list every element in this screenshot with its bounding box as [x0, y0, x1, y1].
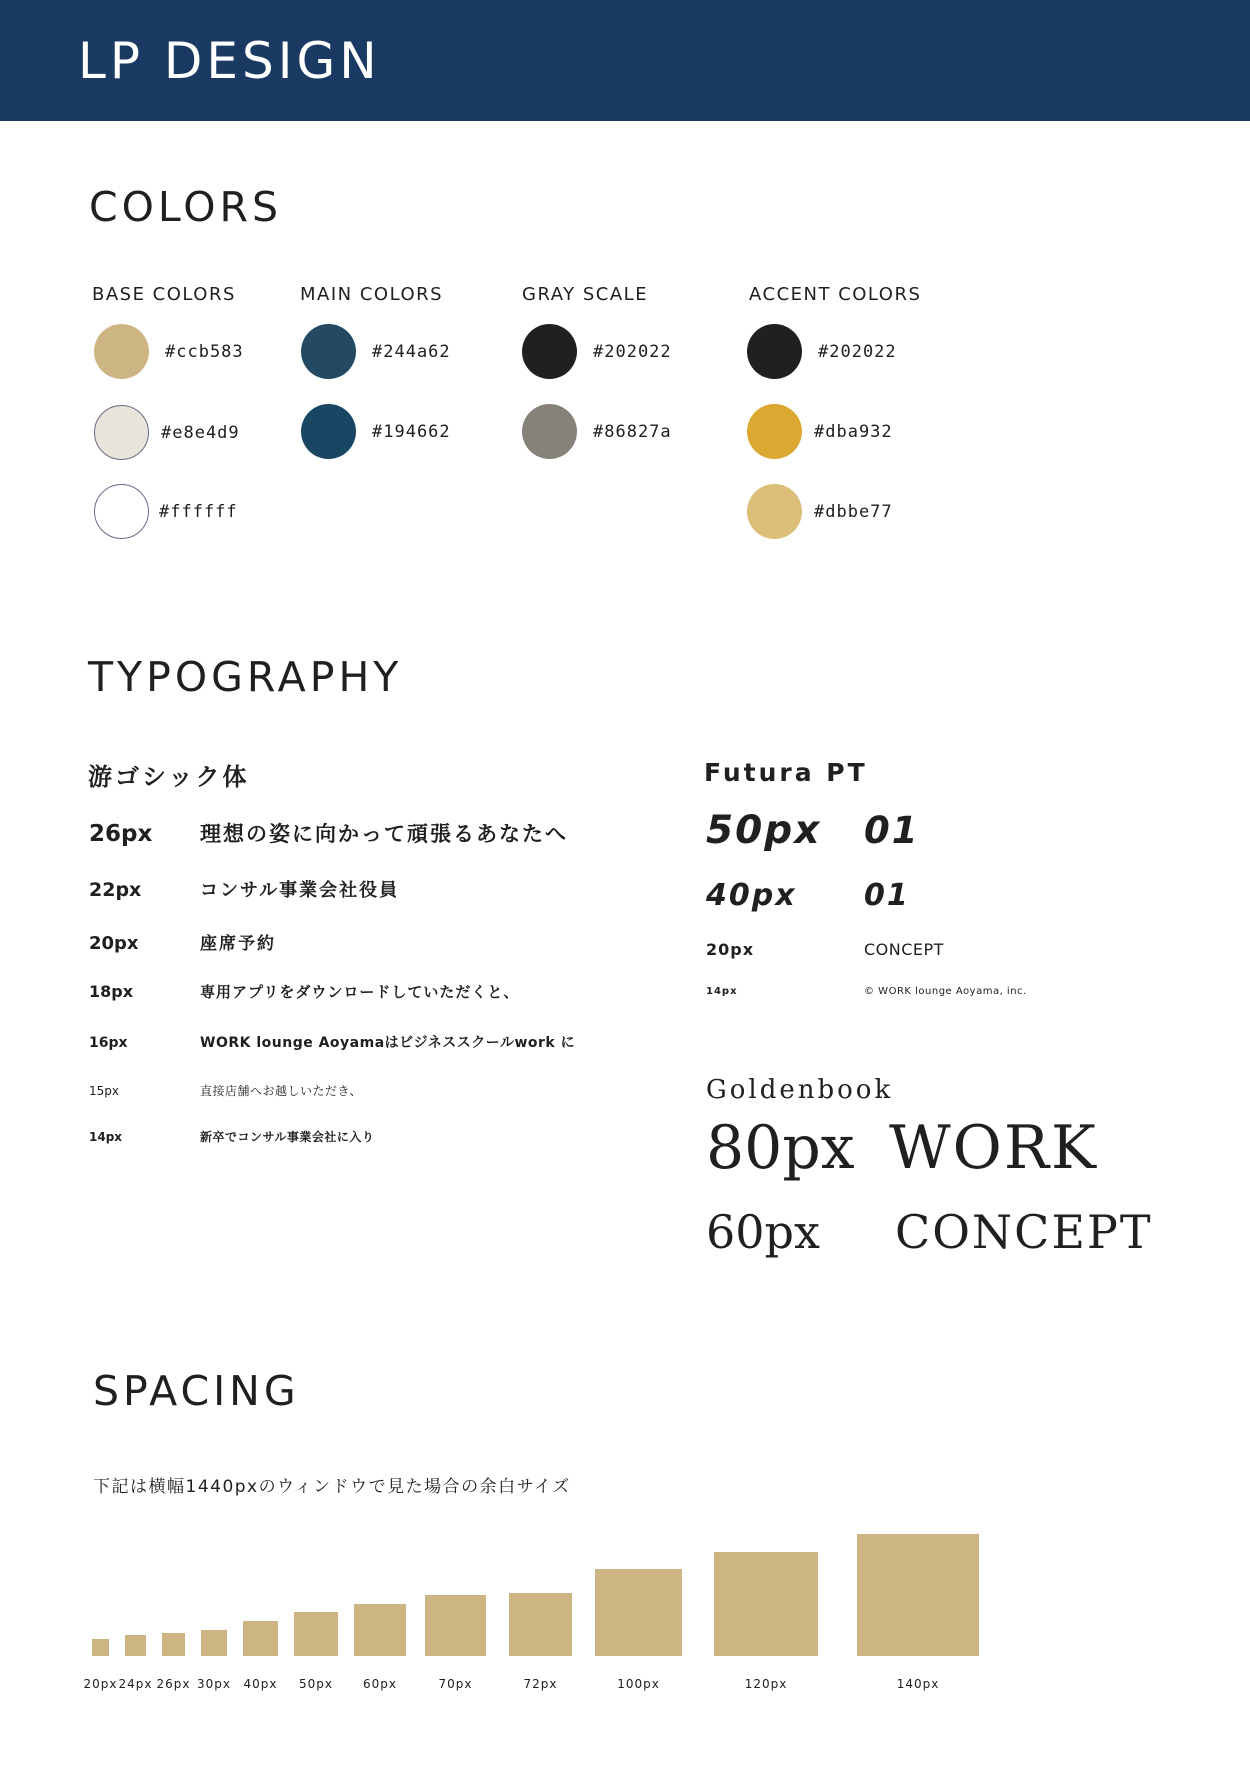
spacing-swatch-140px: [857, 1534, 979, 1656]
spacing-swatch-26px: [162, 1633, 185, 1656]
spacing-label: 40px: [243, 1677, 278, 1691]
type-sample: CONCEPT: [895, 1205, 1153, 1259]
color-dot: [747, 404, 802, 459]
spacing-label: 70px: [438, 1677, 473, 1691]
spacing-swatch-40px: [243, 1621, 278, 1656]
page-title: LP DESIGN: [78, 32, 381, 90]
spacing-label: 30px: [197, 1677, 231, 1691]
type-sample: WORK: [889, 1113, 1098, 1183]
type-sample-row: [706, 1113, 1098, 1183]
type-size: 14px: [706, 986, 738, 997]
spacing-label: 26px: [156, 1677, 191, 1691]
gray-scale-label: GRAY SCALE: [522, 284, 649, 305]
type-size: 14px: [89, 1130, 123, 1144]
type-size: 15px: [89, 1084, 119, 1098]
spacing-label: 50px: [299, 1677, 333, 1691]
spacing-label: 100px: [617, 1677, 660, 1691]
color-hex: #dbbe77: [814, 501, 893, 522]
spacing-swatch-70px: [425, 1595, 486, 1656]
type-size: 50px: [706, 808, 822, 853]
type-sample: 座席予約: [200, 934, 276, 954]
color-hex: #86827a: [593, 421, 672, 442]
type-sample: © WORK lounge Aoyama, inc.: [864, 986, 1027, 997]
type-sample: 01: [864, 809, 920, 852]
color-dot: [747, 484, 802, 539]
main-colors-label: MAIN COLORS: [300, 284, 444, 305]
type-size: 80px: [706, 1113, 855, 1183]
type-sample-row: [89, 876, 399, 902]
color-hex: #dba932: [814, 421, 893, 442]
type-size: 20px: [89, 933, 139, 954]
spacing-label: 20px: [83, 1677, 118, 1691]
spacing-swatch-24px: [125, 1635, 146, 1656]
color-swatch-accent-2: [747, 404, 893, 459]
spacing-swatch-120px: [714, 1552, 818, 1656]
goldenbook-label: Goldenbook: [706, 1075, 894, 1105]
base-colors-label: BASE COLORS: [92, 284, 236, 305]
color-swatch-gray-1: [522, 324, 672, 379]
type-size: 18px: [89, 982, 134, 1001]
color-dot: [94, 405, 149, 460]
typography-section-title: TYPOGRAPHY: [88, 653, 403, 701]
color-swatch-accent-1: [747, 324, 897, 379]
spacing-swatch-72px: [509, 1593, 572, 1656]
spacing-label: 24px: [118, 1677, 153, 1691]
spacing-swatch-20px: [92, 1639, 109, 1656]
color-hex: #e8e4d9: [161, 422, 240, 443]
type-sample: 直接店舗へお越しいただき、: [200, 1084, 363, 1098]
yu-gothic-label: 游ゴシック体: [88, 763, 250, 791]
type-sample-row: [89, 981, 519, 1002]
color-dot: [747, 324, 802, 379]
color-hex: #ccb583: [165, 341, 244, 362]
page-header: [0, 0, 1250, 121]
color-swatch-main-2: [301, 404, 451, 459]
spacing-label: 120px: [744, 1677, 788, 1691]
accent-colors-label: ACCENT COLORS: [749, 284, 922, 305]
type-sample-row: [706, 1205, 1153, 1259]
spacing-swatch-30px: [201, 1630, 227, 1656]
type-size: 16px: [89, 1035, 128, 1051]
color-hex: #194662: [372, 421, 451, 442]
color-swatch-accent-3: [747, 484, 893, 539]
color-dot: [94, 324, 149, 379]
type-sample: 理想の姿に向かって頑張るあなたへ: [200, 822, 568, 846]
type-size: 26px: [89, 821, 153, 847]
color-dot: [522, 324, 577, 379]
color-swatch-base-2: [94, 405, 240, 460]
color-dot: [301, 404, 356, 459]
color-swatch-main-1: [301, 324, 451, 379]
type-sample: CONCEPT: [864, 940, 944, 959]
type-sample: 新卒でコンサル事業会社に入り: [200, 1130, 375, 1144]
spacing-swatch-50px: [294, 1612, 338, 1656]
type-size: 20px: [706, 940, 755, 959]
color-dot: [94, 484, 149, 539]
spacing-section-title: SPACING: [93, 1367, 300, 1415]
type-sample-row: [89, 1032, 575, 1052]
color-swatch-gray-2: [522, 404, 672, 459]
spacing-label: 60px: [363, 1677, 397, 1691]
type-sample-row: [706, 986, 1027, 997]
spacing-swatch-60px: [354, 1604, 406, 1656]
color-hex: #ffffff: [159, 501, 238, 522]
type-sample: WORK lounge Aoyamaはビジネススクールwork に: [200, 1035, 576, 1051]
type-sample-row: [89, 818, 568, 848]
color-hex: #202022: [818, 341, 897, 362]
futura-label: Futura PT: [704, 758, 868, 787]
type-sample-row: [706, 940, 944, 959]
color-swatch-base-1: [94, 324, 244, 379]
type-sample: コンサル事業会社役員: [200, 880, 400, 901]
color-swatch-base-3: [94, 484, 238, 539]
colors-section-title: COLORS: [89, 183, 283, 231]
type-sample-row: [706, 808, 920, 853]
color-hex: #202022: [593, 341, 672, 362]
color-dot: [522, 404, 577, 459]
color-hex: #244a62: [372, 341, 451, 362]
type-sample: 01: [864, 878, 910, 913]
type-size: 60px: [706, 1205, 820, 1259]
spacing-label: 72px: [523, 1677, 558, 1691]
type-size: 22px: [89, 879, 142, 901]
color-dot: [301, 324, 356, 379]
spacing-swatch-100px: [595, 1569, 682, 1656]
type-sample-row: [89, 929, 276, 954]
type-sample-row: [89, 1128, 374, 1145]
spacing-label: 140px: [896, 1677, 940, 1691]
type-size: 40px: [706, 878, 797, 913]
type-sample-row: [706, 878, 910, 913]
spacing-note: 下記は横幅1440pxのウィンドウで見た場合の余白サイズ: [93, 1477, 571, 1497]
type-sample-row: [89, 1082, 362, 1099]
type-sample: 専用アプリをダウンロードしていただくと、: [200, 983, 520, 1001]
